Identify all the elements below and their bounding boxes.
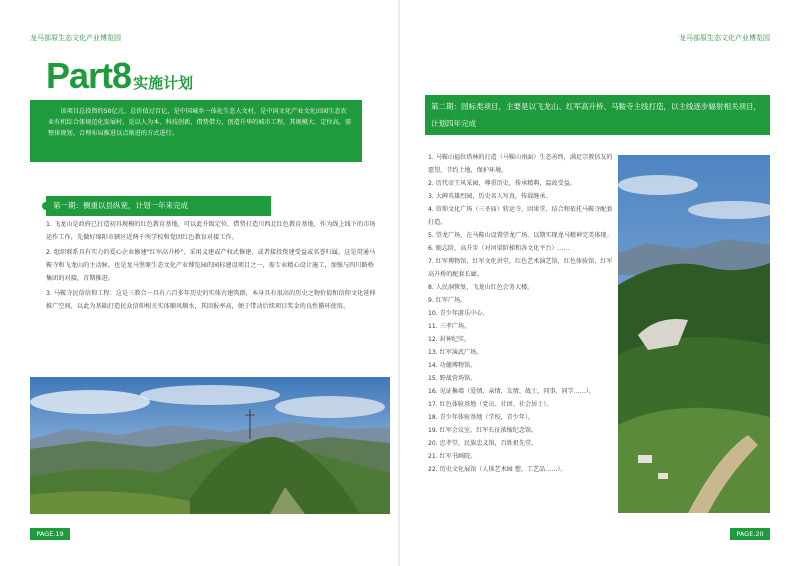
phase2-item: 13. 红军演武广场。 [428, 349, 483, 356]
phase2-item: 14. 功德博物馆。 [428, 362, 477, 369]
phase1-item: 2. 组织联系具有实力的爱心企业修建"红军高升桥"，采用义建或产权式修建，或者接投资建受益或名誉归属，这是贯通马鞍寺和飞龙山的主动脉，也是龙马堡原生态文化产业博览园的园标建设项目之一，需专业精心设计施工，加强与四川路桥集团的对接，首期推进。 [46, 249, 376, 282]
phase1-heading [46, 196, 271, 216]
intro-paragraph: 该项目总投资约50亿元，总价值过百亿，是中国城乡一体化生态人文村，是中国文化产业文化田园生态农业有机综合体规范化发展村，是以人为本、科技创新，借势借力，创造升华的城市工程，其规模大、定位高，需整体规划、合理布局推进以点渐进的方式进行。 [30, 100, 362, 162]
phase2-item: 1. 马鞍山福位塔林的打造（马鞍山南面）生态善终，满足宗教信友的愿望，节约土地，保护环境。 [428, 154, 613, 174]
part-number: Part8 [46, 55, 132, 96]
section-title [46, 55, 193, 97]
phase2-list [428, 151, 613, 476]
phase1-item: 1. 飞龙山是政府已打造初具规模的红色教育基地，可以此升级定位，借势打造川西北红色教育基地，作为线上线下的市场运作工作，先做好绵阳市辖区近两千所学校和党团红色教育对接工作。 [46, 221, 376, 241]
page-number-right: PAGE.20 [730, 528, 770, 540]
phase2-heading: 第二期：园标类项目，主要是以飞龙山、红军高升桥、马鞍寺主线打造，以主线逐步辐射相关项目，计划四年完成 [425, 95, 770, 135]
landscape-photo-aerial [30, 377, 390, 514]
brand-header-right: 龙马部原生态文化产业博览园 [679, 34, 770, 42]
phase2-item: 19. 红军会议室，红军长征浓缩纪念馆。 [428, 427, 538, 434]
landscape-photo-svg [30, 377, 390, 514]
page-number-left: PAGE.19 [30, 528, 70, 540]
phase2-item: 5. 望龙广场，在马鞍山设置望龙广场，以期实现龙马精神完美体现。 [428, 232, 613, 239]
phase2-item: 17. 红色体验基地（党员、社团、社会居士）。 [428, 401, 553, 408]
phase2-item: 16. 见证集墙（爱情、亲情、友情、战士、同事、同学……）。 [428, 388, 596, 395]
phase1-title: 第一期：侧重以县纵宽，计划一年来完成 [53, 201, 188, 210]
mountain-photo-vertical [618, 155, 770, 513]
phase2-item: 4. 信仰文化广场（三圣庙）转运寺，因果堂，结合和依托马鞍寺配套打造。 [428, 206, 613, 226]
phase2-item: 10. 青少年游乐中心。 [428, 310, 489, 317]
phase2-item: 15. 野战营场馆。 [428, 375, 477, 382]
phase2-item: 11. 三孝广场。 [428, 323, 471, 330]
phase2-item: 21. 红军书画院。 [428, 453, 477, 460]
part-subtitle: 实施计划 [133, 74, 194, 92]
phase2-item: 9. 红军广场。 [428, 297, 467, 304]
phase2-item: 12. 封神纪实。 [428, 336, 471, 343]
phase2-item: 20. 忠孝堂，民族忠义馆，百姓祖先堂。 [428, 440, 538, 447]
phase2-item: 6. 励志阶，高升步（对河梁阶梯和各文化平台）…… [428, 245, 570, 252]
bullet-dot-icon [42, 202, 50, 210]
mountain-photo-svg [618, 155, 770, 513]
phase2-item: 7. 红军博物馆，红军文化讲堂，红色艺术演艺馆，红色体验馆，红军高升桥的配套长廊。 [428, 258, 613, 278]
phase2-item: 8. 人民洞恢复，飞龙山红色会务大楼。 [428, 284, 534, 291]
phase1-body [46, 218, 376, 315]
brand-header-left: 龙马部原生态文化产业博览园 [30, 34, 121, 42]
phase1-item: 3. 马鞍寺民信信仰工程：这是三教合一具有六百多年历史的实体古建筑群，本身具有很高的历史之物价值和信仰文化延伸推广空间，以此为基础打造民众信仰相关实体顺风顺水，其回报率高，便于带动后续项目奖金的良性循环使用。 [46, 290, 376, 310]
phase2-item: 18. 青少年体验基地（学校，青少年）。 [428, 414, 535, 421]
phase2-item: 2. 历代帝王风采园，尊重历史，传承精典，温故受益。 [428, 180, 576, 187]
phase2-item: 3. 大碑英雄烈园，历史名人写真，传载继承。 [428, 193, 552, 200]
phase2-item: 22. 历史文化展馆（人体艺术园 塑、工艺品……）。 [428, 466, 567, 473]
